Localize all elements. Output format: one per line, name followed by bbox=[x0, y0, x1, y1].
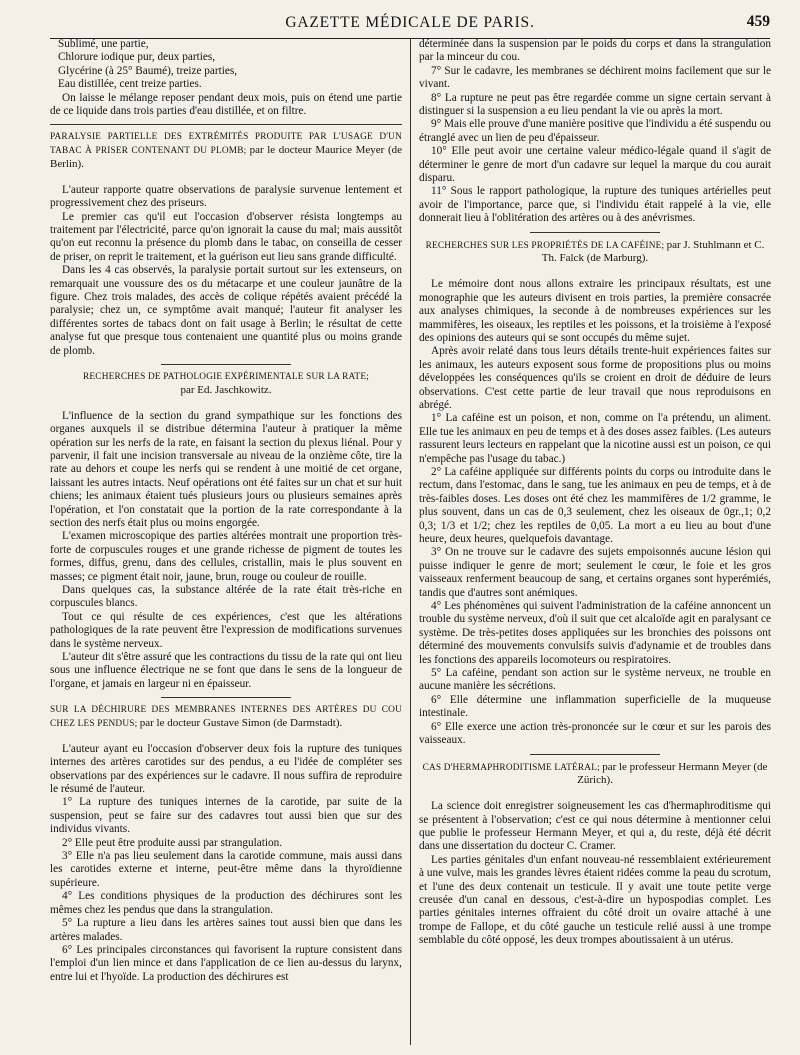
paragraph: 7° Sur le cadavre, les membranes se déchirent moins facilement que sur le vivant. bbox=[419, 64, 771, 91]
paragraph: 6° Les principales circonstances qui favorisent la rupture consistent dans l'emploi d'un lien mince et dans l'application de ce lien au-dessus du larynx, entre lui et l'hyoïde. La production des déchirures est bbox=[50, 943, 402, 983]
article-author: par J. Stuhlmann et C. Th. Falck (de Marburg). bbox=[541, 238, 765, 265]
paragraph: 11° Sous le rapport pathologique, la rupture des tuniques artérielles peut avoir de l'importance, parce que, si l'individu était rappelé à la vie, elle donnerait lieu à l'oblitération des artères ou à des anévrismes. bbox=[419, 185, 771, 225]
right-column bbox=[419, 38, 771, 1049]
section-rule bbox=[530, 232, 660, 233]
paragraph: Après avoir relaté dans tous leurs détails trente-huit expériences faites sur les animaux, les auteurs exposent sous forme de propositions plus ou moins développées les conséquences qu'ils se croient en droit de déduire de leurs observations. C'est cette partie de leur travail que nous reproduisons en abrégé. bbox=[419, 345, 771, 411]
paragraph: Dans les 4 cas observés, la paralysie portait surtout sur les extenseurs, on remarquait une voussure des os du métacarpe et une couleur jaunâtre de la figure. Chez trois malades, des accès de colique répétés avaient précédé la paralysie; chez un, ce symptôme avait manqué; l'auteur fit analyser les différentes sortes de tabacs dont on fait usage à Berlin; le résultat de cette analyse fut que presque tous contenaient une quantité plus ou moins grande de plomb. bbox=[50, 264, 402, 357]
paragraph: 2° Elle peut être produite aussi par strangulation. bbox=[62, 836, 283, 849]
paragraph: 4° Les conditions physiques de la production des déchirures sont les mêmes chez les pendus que dans la strangulation. bbox=[50, 890, 402, 916]
paragraph: 9° Mais elle prouve d'une manière positive que l'individu a été suspendu ou étranglé avec un lien de peu d'épaisseur. bbox=[419, 118, 771, 144]
section-rule bbox=[50, 124, 402, 125]
recipe-line: Eau distillée, cent treize parties. bbox=[58, 78, 202, 91]
column-divider bbox=[410, 38, 411, 1045]
article-title: PARALYSIE PARTIELLE DES EXTRÉMITÉS PRODUITE PAR L'USAGE D'UN TABAC À PRISER CONTENANT DU PLOMB; bbox=[50, 132, 402, 157]
paragraph: 5° La caféine, pendant son action sur le système nerveux, ne trouble en aucune manière les sécrétions. bbox=[419, 667, 771, 693]
paragraph: 1° La caféine est un poison, et non, comme on l'a prétendu, un aliment. Elle tue les animaux en peu de temps et à des doses assez faibles. (Les auteurs rassurent leurs lecteurs en rappelant que la nicotine aussi est un poison, ce qui n'empêche pas l'usage du tabac.) bbox=[419, 412, 771, 465]
article-heading bbox=[419, 761, 771, 789]
journal-title: GAZETTE MÉDICALE DE PARIS. bbox=[285, 14, 535, 31]
page-number: 459 bbox=[746, 13, 770, 30]
paragraph: 3° On ne trouve sur le cadavre des sujets empoisonnés aucune lésion qui puisse indiquer le genre de mort; seulement le cœur, le foie et les gros vaisseaux renferment beaucoup de sang, et certains organes sont hyperémiés, tandis que d'autres sont anémiques. bbox=[419, 546, 771, 599]
section-rule bbox=[161, 364, 291, 365]
paragraph: 8° La rupture ne peut pas être regardée comme un signe certain servant à distinguer si la suspension a eu lieu pendant la vie ou après la mort. bbox=[419, 91, 771, 118]
paragraph: 4° Les phénomènes qui suivent l'administration de la caféine annoncent un trouble du système nerveux, d'où il suit que cet alcaloïde agit en paralysant ce système. De très-petites doses appliquées sur les bronchies des poissons ont déterminé des mouvements convulsifs suivis d'adynamie et de troubles dans les fonctions des appareils locomoteurs ou respiratoires. bbox=[419, 600, 771, 666]
paragraph: L'auteur ayant eu l'occasion d'observer deux fois la rupture des tuniques internes des artères carotides sur des pendus, a eu l'idée de compléter ses observations par des expériences sur le cadavre. Il nous suffira de reproduire le résumé de l'auteur. bbox=[50, 742, 402, 796]
paragraph: L'auteur dit s'être assuré que les contractions du tissu de la rate qui ont lieu sous une influence électrique ne se font que dans le sens de la longueur de l'organe, et jamais en largeur ni en épaisseur. bbox=[50, 651, 402, 690]
article-author: par le professeur Hermann Meyer (de Zürich). bbox=[577, 760, 768, 787]
article-heading bbox=[50, 704, 402, 731]
paragraph: 6° Elle exerce une action très-prononcée sur le cœur et sur les parois des vaisseaux. bbox=[419, 720, 771, 747]
article-heading bbox=[50, 131, 402, 171]
article-author: par le docteur Maurice Meyer (de Berlin). bbox=[50, 144, 402, 171]
page-header bbox=[50, 12, 770, 39]
paragraph: Tout ce qui résulte de ces expériences, c'est que les altérations pathologiques de la rate peuvent être l'expression de modifications survenues dans le système nerveux. bbox=[50, 610, 402, 650]
article-author: par Ed. Jaschkowitz. bbox=[180, 383, 272, 396]
recipe-note: On laisse le mélange reposer pendant deux mois, puis on étend une partie de ce liquide dans trois parties d'eau distillée, et on filtre. bbox=[50, 91, 402, 118]
article-title: CAS D'HERMAPHRODITISME LATÉRAL; bbox=[422, 762, 600, 773]
paragraph: 3° Elle n'a pas lieu seulement dans la carotide commune, mais aussi dans les carotides externe et interne, peut-être même dans la thyroïdienne supérieure. bbox=[50, 850, 402, 889]
section-rule bbox=[530, 754, 660, 755]
paragraph: 5° La rupture a lieu dans les artères saines tout aussi bien que dans les artères malades. bbox=[50, 917, 402, 943]
article-heading bbox=[419, 239, 771, 267]
article-title: RECHERCHES SUR LES PROPRIÉTÉS DE LA CAFÉINE; bbox=[425, 240, 665, 251]
article-title: SUR LA DÉCHIRURE DES MEMBRANES INTERNES DES ARTÈRES DU COU CHEZ LES PENDUS; bbox=[50, 705, 402, 730]
paragraph: Le mémoire dont nous allons extraire les principaux résultats, est une monographie que les auteurs divisent en trois parties, la première consacrée aux analyses chimiques, la seconde à de nombreuses expériences sur les mammifères, les oiseaux, les reptiles et les poissons, et la troisième à l'exposé des opinions des auteurs qui se sont occupés du même sujet. bbox=[419, 278, 771, 344]
recipe-line: Chlorure iodique pur, deux parties, bbox=[58, 51, 216, 64]
article-author: par le docteur Gustave Simon (de Darmstadt). bbox=[139, 717, 343, 730]
recipe-line: Glycérine (à 25° Baumé), treize parties, bbox=[58, 64, 238, 77]
paragraph: L'examen microscopique des parties altérées montrait une proportion très-forte de corpuscules rouges et une grande richesse de pigment de toutes les formes, diffus, grenu, dans des cellules, cristallin, mais le plus souvent en masses; ce pigment était noir, jaune, brun, rouge ou couleur de rouille. bbox=[50, 530, 402, 583]
paragraph: La science doit enregistrer soigneusement les cas d'hermaphroditisme qui se présentent à l'observation; c'est ce qui nous détermine à mentionner celui que publie le professeur Hermann Meyer, et qui a, du reste, déjà été décrit dans une dissertation du docteur C. Cramer. bbox=[419, 800, 771, 853]
paragraph: Le premier cas qu'il eut l'occasion d'observer résista longtemps au traitement par l'électricité, parce qu'on ignorait la cause du mal; mais aussitôt qu'on eut reconnu la présence du plomb dans le tabac, on conseilla de cesser de priser, on reprit le traitement, et la guérison eut lieu sans grande difficulté. bbox=[50, 210, 402, 263]
left-column bbox=[50, 38, 402, 1049]
paragraph: Dans quelques cas, la substance altérée de la rate était très-riche en corpuscules blancs. bbox=[50, 583, 402, 610]
article-heading bbox=[50, 371, 402, 398]
paragraph: déterminée dans la suspension par le poids du corps et dans la strangulation par la minceur du cou. bbox=[419, 38, 771, 64]
paragraph: L'influence de la section du grand sympathique sur les fonctions des organes auxquels il se distribue détermina l'auteur à pratiquer la même opération sur les nerfs de la rate, en faisant la section du plexus liénal. Pour y parvenir, il fait une incision transversale au niveau de la onzième côte, tire la rate au dehors et coupe les nerfs qui se rendent à une moitié de cet organe, laissant les autres intacts. Neuf opérations ont été faites sur un chat et sur huit chiens; les animaux étaient tués plusieurs jours ou plusieurs semaines après l'opération, et l'on constatait que la portion de la rate correspondante à la section des nerfs était plus ou moins engorgée. bbox=[50, 409, 402, 529]
paragraph: Les parties génitales d'un enfant nouveau-né ressemblaient extérieurement à une vulve, mais les grandes lèvres étaient ridées comme la peau du scrotum, et l'une des deux contenait un testicule. Il y avait une toute petite verge creusée d'un canal en dessous, c'est-à-dire un hypospodias complet. Les parties génitales internes offraient du côté droit un ovaire attaché à une trompe de Fallope, et du côté gauche un testicule relié aussi à une trompe semblable du côté opposé, les deux trompes aboutissaient à un utérus. bbox=[419, 853, 771, 947]
recipe-line: Sublimé, une partie, bbox=[58, 38, 149, 50]
section-rule bbox=[161, 697, 291, 698]
paragraph: 10° Elle peut avoir une certaine valeur médico-légale quand il s'agit de déterminer le genre de mort d'un cadavre sur lequel la marque du cou aurait disparu. bbox=[419, 145, 771, 185]
paragraph: 6° Elle détermine une inflammation superficielle de la muqueuse intestinale. bbox=[419, 693, 771, 720]
paragraph: 2° La caféine appliquée sur différents points du corps ou introduite dans le rectum, dans l'estomac, dans le sang, tue les animaux en peu de temps, et à de très-faibles doses. Les doses ont été chez les mammifères de 1/2 gramme, le plus souvent, dans un cas de 0,3 seulement, chez les oiseaux de 0gr.,1; 0,2 0,3; 1/3 et 1/2; chez les reptiles de 0,05. La mort a eu lieu au bout d'une heure, deux heures, quelquefois davantage. bbox=[419, 465, 771, 545]
paragraph: 1° La rupture des tuniques internes de la carotide, par suite de la suspension, peut se faire sur des cadavres tout aussi bien que sur des individus vivants. bbox=[50, 796, 402, 836]
paragraph: L'auteur rapporte quatre observations de paralysie survenue lentement et progressivement chez des priseurs. bbox=[50, 183, 402, 210]
article-title: RECHERCHES DE PATHOLOGIE EXPÉRIMENTALE SUR LA RATE; bbox=[83, 372, 369, 383]
